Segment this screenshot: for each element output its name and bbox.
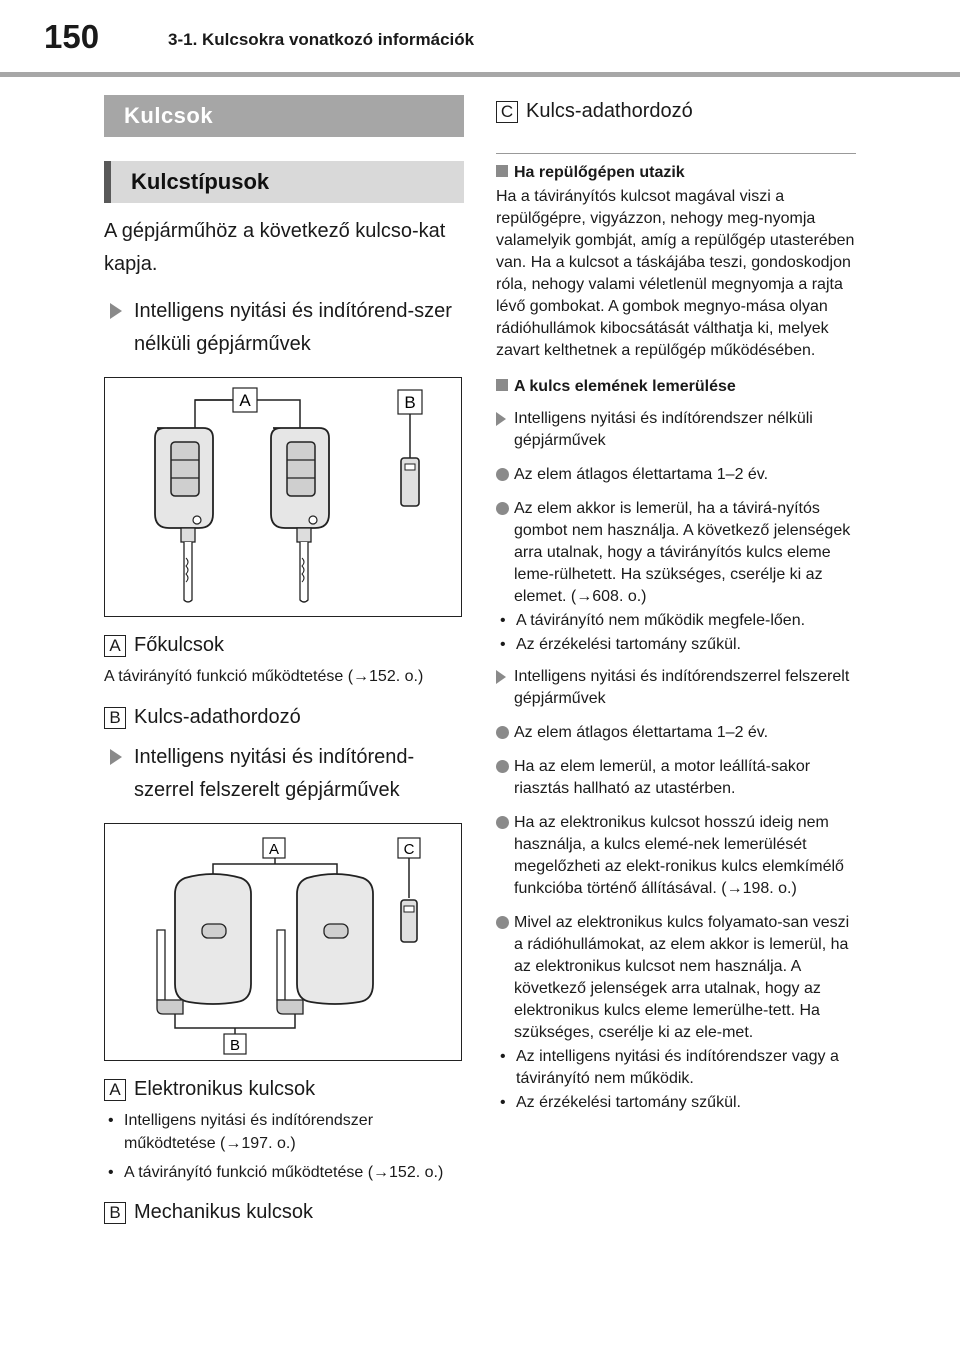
triangle-icon [496, 670, 506, 684]
battery-heading-text: A kulcs elemének lemerülése [514, 378, 736, 395]
battery-bullet-2: • Az érzékelési tartomány szűkül. [496, 634, 856, 656]
a2-bullets [104, 1109, 464, 1184]
intro-text: A gépjárműhöz a következő kulcso-kat kapja. [104, 220, 446, 275]
battery-dot-1-text: Az elem átlagos élettartama 1–2 év. [514, 466, 769, 483]
key-illustration-1 [105, 378, 461, 616]
battery-group1-text: Intelligens nyitási és indítórendszer nélküli gépjárművek [514, 410, 813, 449]
triangle-icon [110, 749, 122, 765]
triangle-icon [110, 303, 122, 319]
figure-keys-1 [104, 377, 462, 617]
a2-bullet-2: • A távirányító funkció működtetése (→152. o.) [104, 1161, 464, 1184]
square-icon [496, 165, 508, 177]
battery-dot-1 [496, 464, 856, 486]
battery-group1 [496, 408, 856, 452]
bullet-dot-icon [496, 726, 509, 739]
battery-dot-4-text: Ha az elem lemerül, a motor leállítá-sakor riasztás hallható az utastérben. [514, 758, 811, 797]
right-column [496, 95, 856, 1114]
letter-c: C [496, 101, 518, 123]
bullet-dot-icon [496, 816, 509, 829]
key-icon-left [155, 428, 213, 602]
figure-keys-2 [104, 823, 462, 1061]
battery-dot-3 [496, 722, 856, 744]
group1-title [104, 295, 464, 361]
key-tag-icon-2 [401, 900, 417, 942]
battery-dot-2-text: Az elem akkor is lemerül, ha a távirá-nyítós gombot nem használja. A következő jelenségek arra utalnak, hogy a távirányítós kulcs eleme leme-rülhetett. Ha szükséges, cserélje ki az elemet. (→608. o.) [514, 500, 851, 605]
b1-caption [104, 703, 464, 731]
a2-bullet-1: • Intelligens nyitási és indítórendszer működtetése (→197. o.) [104, 1109, 464, 1155]
key-illustration-2 [105, 824, 461, 1060]
header-divider [0, 72, 960, 77]
group2-title-text: Intelligens nyitási és indítórend-szerrel felszerelt gépjárművek [134, 746, 415, 801]
smart-key-icon-left [157, 874, 251, 1014]
fig1-label-a: A [239, 391, 251, 410]
battery-bullet-3: • Az intelligens nyitási és indítórendszer vagy a távirányító nem működik. [496, 1046, 856, 1090]
bullet-dot-icon [496, 468, 509, 481]
divider [496, 153, 856, 154]
airplane-text: Ha a távirányítós kulcsot magával viszi a repülőgépre, vigyázzon, nehogy meg-nyomja valamelyik gombját, amíg a repülőgép utasterében van. Ha a kulcsot a táskájába teszi, gondoskodjon róla, nehogy valami véletlenül megnyomja a rajta lévő gombokat. A gombok megnyo-mása olyan rádióhullámok kibocsátását válthatja ki, melyek zavart kelthetnek a repülőgép működésében. [496, 188, 855, 359]
battery-dot-6-text: Mivel az elektronikus kulcs folyamato-san veszi a rádióhullámokat, az elem akkor is lemerül, ha az elektronikus kulcsot nem használja. A következő jelenségek arra utalnak, hogy az elektronikus kulcs eleme lemerülhe-tett. Ha szükséges, cserélje ki az ele-met. [514, 914, 850, 1041]
letter-b: B [104, 1202, 126, 1224]
c-caption [496, 97, 856, 125]
c-label: Kulcs-adathordozó [526, 100, 693, 122]
battery-dot-3-text: Az elem átlagos élettartama 1–2 év. [514, 724, 769, 741]
key-tag-icon [401, 458, 419, 506]
b2-caption [104, 1198, 464, 1226]
battery-dot-4 [496, 756, 856, 800]
b2-label: Mechanikus kulcsok [134, 1201, 313, 1223]
battery-bullet-4: • Az érzékelési tartomány szűkül. [496, 1092, 856, 1114]
a1-label: Főkulcsok [134, 634, 225, 656]
fig2-label-b: B [229, 1037, 241, 1054]
smart-key-icon-right [277, 874, 373, 1014]
airplane-heading-text: Ha repülőgépen utazik [514, 164, 685, 181]
b1-label: Kulcs-adathordozó [134, 706, 301, 728]
battery-dot-6 [496, 912, 856, 1044]
battery-dot-2 [496, 498, 856, 608]
airplane-heading [496, 162, 856, 184]
fig2-label-a: A [268, 841, 280, 858]
letter-a: A [104, 1079, 126, 1101]
key-icon-right [271, 428, 329, 602]
group2-title [104, 741, 464, 807]
a2-caption [104, 1075, 464, 1103]
triangle-icon [496, 412, 506, 426]
section-title: Kulcsok [104, 95, 464, 137]
chapter-title: 3-1. Kulcsokra vonatkozó információk [168, 30, 475, 49]
battery-group2-text: Intelligens nyitási és indítórendszerrel felszerelt gépjárművek [514, 668, 850, 707]
battery-dot-5 [496, 812, 856, 900]
subsection-title: Kulcstípusok [104, 161, 464, 203]
a1-caption [104, 631, 464, 659]
battery-group2 [496, 666, 856, 710]
battery-dot-5-text: Ha az elektronikus kulcsot hosszú ideig nem használja, a kulcs elemé-nek lemerülését megelőzheti az elekt-ronikus kulcs elemkímélő funkcióba történő állításával. (→198. o.) [514, 814, 844, 897]
bullet-dot-icon [496, 916, 509, 929]
a1-note: A távirányító funkció működtetése (→152. o.) [104, 668, 424, 685]
bullet-dot-icon [496, 502, 509, 515]
letter-b: B [104, 707, 126, 729]
square-icon [496, 379, 508, 391]
a2-label: Elektronikus kulcsok [134, 1078, 316, 1100]
group1-title-text: Intelligens nyitási és indítórend-szer nélküli gépjárművek [134, 300, 452, 355]
fig2-label-c: C [403, 841, 415, 858]
letter-a: A [104, 635, 126, 657]
left-column [104, 95, 464, 1226]
battery-bullet-1: • A távirányító nem működik megfele-lően. [496, 610, 856, 632]
bullet-dot-icon [496, 760, 509, 773]
battery-heading [496, 376, 856, 398]
page-number: 150 [44, 18, 100, 55]
fig1-label-b: B [404, 393, 416, 412]
